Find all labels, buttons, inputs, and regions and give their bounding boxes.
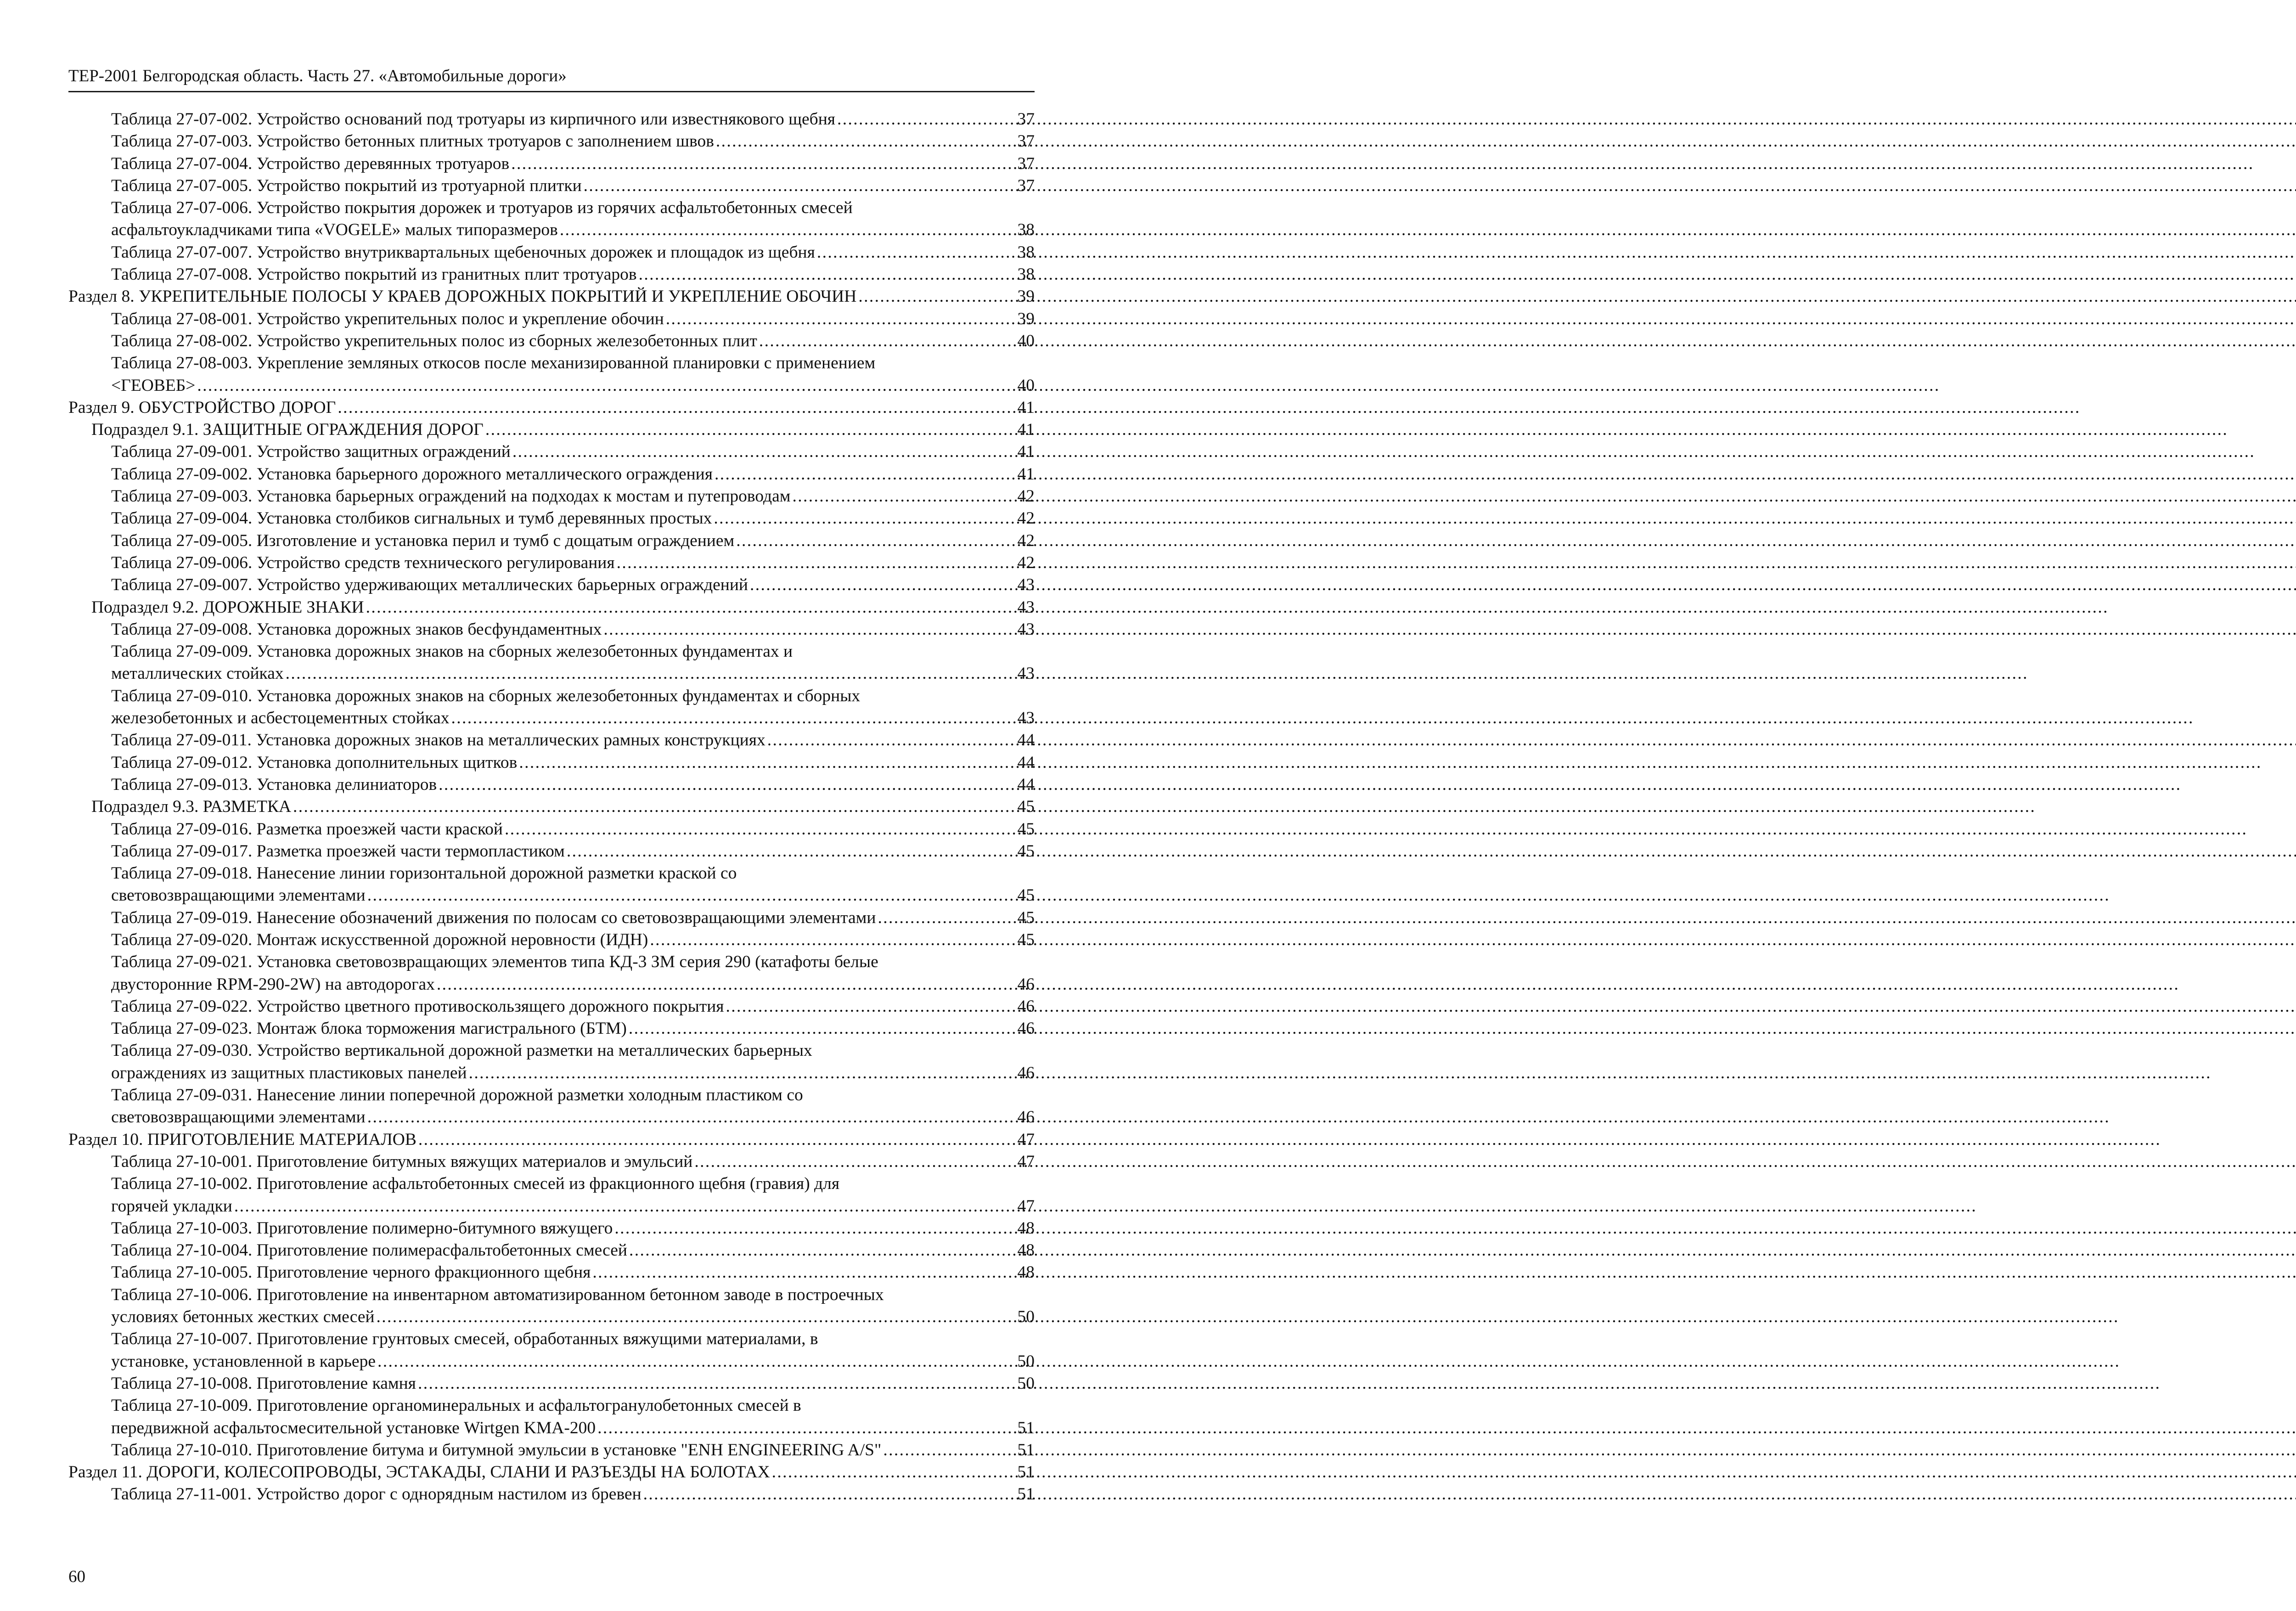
toc-entry-text: Раздел 11. ДОРОГИ, КОЛЕСОПРОВОДЫ, ЭСТАКАДЫ, СЛАНИ И РАЗЪЕЗДЫ НА БОЛОТАХ: [68, 1463, 770, 1482]
toc-entry-text: Таблица 27-10-008. Приготовление камня: [111, 1374, 416, 1393]
toc-entry-text: Таблица 27-07-005. Устройство покрытий из тротуарной плитки: [111, 176, 582, 195]
toc-entry-line: [111, 1106, 1035, 1128]
toc-page-number: 50: [1017, 1307, 1035, 1327]
footer-page-number: 60: [68, 1567, 85, 1586]
toc-entry-text: Таблица 27-07-003. Устройство бетонных плитных тротуаров с заполнением швов: [111, 132, 714, 151]
dot-leader: [197, 375, 1012, 397]
toc-table-entry[interactable]: [68, 1328, 1035, 1373]
toc-page-number: 48: [1017, 1241, 1035, 1260]
toc-entry-text: Таблица 27-10-006. Приготовление на инвентарном автоматизированном бетонном заводе в построечных: [111, 1285, 884, 1304]
toc-table-entry[interactable]: [68, 574, 1035, 596]
table-of-contents: [68, 108, 1035, 1506]
toc-page-number: 37: [1017, 132, 1035, 151]
toc-entry-line: [111, 1217, 1035, 1239]
toc-table-entry[interactable]: [68, 197, 1035, 242]
toc-entry-line: [68, 286, 1035, 308]
toc-entry-text: Таблица 27-09-013. Установка делиниаторов: [111, 775, 437, 794]
toc-table-entry[interactable]: [68, 1395, 1035, 1439]
toc-subsection-entry[interactable]: [68, 597, 1035, 619]
toc-entry-text: двусторонние RPM-290-2W) на автодорогах: [111, 974, 435, 994]
toc-table-entry[interactable]: [68, 242, 1035, 264]
toc-entry-text: Таблица 27-09-001. Устройство защитных ограждений: [111, 442, 511, 462]
toc-entry-line: [111, 175, 1035, 197]
toc-entry-text: Таблица 27-08-001. Устройство укрепительных полос и укрепление обочин: [111, 309, 664, 328]
dot-leader: [418, 1373, 1012, 1395]
toc-page-number: 51: [1017, 1485, 1035, 1504]
toc-table-entry[interactable]: [68, 1173, 1035, 1217]
dot-leader: [716, 130, 1012, 152]
toc-table-entry[interactable]: [68, 840, 1035, 862]
toc-entry-line: [111, 574, 1035, 596]
toc-entry-line: [68, 1129, 1035, 1151]
toc-entry-line: [91, 796, 1035, 818]
toc-page-number: 51: [1017, 1418, 1035, 1437]
toc-page-number: 37: [1017, 154, 1035, 173]
dot-leader: [629, 1018, 1012, 1040]
toc-entry-line: [111, 1239, 1035, 1262]
toc-entry-line: [91, 419, 1035, 441]
toc-entry-text: Таблица 27-09-011. Установка дорожных знаков на металлических рамных конструкциях: [111, 731, 765, 750]
toc-entry-line: [111, 330, 1035, 352]
page-header: [68, 65, 1035, 92]
dot-leader: [878, 907, 1012, 929]
dot-leader: [772, 1461, 1012, 1483]
toc-page-number: 51: [1017, 1463, 1035, 1482]
toc-table-entry[interactable]: [68, 352, 1035, 397]
toc-entry-text: Таблица 27-07-007. Устройство внутриквартальных щебеночных дорожек и площадок из щебня: [111, 242, 815, 262]
toc-table-entry[interactable]: [68, 130, 1035, 152]
dot-leader: [767, 729, 1012, 751]
toc-entry-text: световозвращающими элементами: [111, 886, 366, 905]
dot-leader: [694, 1151, 1012, 1173]
toc-table-entry[interactable]: [68, 1439, 1035, 1461]
toc-entry-text: Таблица 27-10-009. Приготовление органоминеральных и асфальтогранулобетонных смесей в: [111, 1396, 801, 1415]
toc-entry-text: Таблица 27-09-020. Монтаж искусственной дорожной неровности (ИДН): [111, 930, 648, 949]
toc-entry-text: Таблица 27-07-006. Устройство покрытия дорожек и тротуаров из горячих асфальтобетонных смесей: [111, 198, 853, 218]
toc-page-number: 46: [1017, 997, 1035, 1016]
toc-table-entry[interactable]: [68, 175, 1035, 197]
toc-page-number: 42: [1017, 509, 1035, 528]
toc-page-number: 44: [1017, 731, 1035, 750]
toc-table-entry[interactable]: [68, 862, 1035, 907]
toc-table-entry[interactable]: [68, 463, 1035, 485]
dot-leader: [650, 929, 1012, 951]
toc-table-entry[interactable]: [68, 752, 1035, 774]
toc-entry-text: Таблица 27-09-022. Устройство цветного противоскользящего дорожного покрытия: [111, 997, 724, 1016]
toc-section-entry[interactable]: [68, 397, 1035, 419]
toc-page-number: 45: [1017, 819, 1035, 839]
toc-entry-line: [111, 840, 1035, 862]
toc-page-number: 40: [1017, 331, 1035, 350]
toc-page-number: 45: [1017, 908, 1035, 927]
toc-page-number: 38: [1017, 265, 1035, 284]
toc-table-entry[interactable]: [68, 1239, 1035, 1262]
toc-page-number: 43: [1017, 575, 1035, 595]
toc-table-entry[interactable]: [68, 729, 1035, 751]
toc-page-number: 38: [1017, 242, 1035, 262]
toc-entry-line: [111, 974, 1035, 996]
toc-entry-text: Подраздел 9.3. РАЗМЕТКА: [91, 797, 292, 817]
toc-page-number: 45: [1017, 886, 1035, 905]
toc-page-number: 48: [1017, 1218, 1035, 1238]
toc-entry-line: [111, 1018, 1035, 1040]
toc-subsection-entry[interactable]: [68, 419, 1035, 441]
dot-leader: [437, 974, 1012, 996]
toc-table-entry[interactable]: [68, 619, 1035, 641]
toc-table-entry[interactable]: [68, 1084, 1035, 1129]
toc-entry-line: [111, 1306, 1035, 1328]
toc-entry-text: Таблица 27-09-003. Установка барьерных ограждений на подходах к мостам и путепроводам: [111, 487, 791, 506]
toc-entry-line: [111, 485, 1035, 507]
dot-leader: [511, 153, 1012, 175]
toc-entry-line: [111, 1417, 1035, 1439]
toc-entry-text: Таблица 27-09-018. Нанесение линии горизонтальной дорожной разметки краской со: [111, 864, 737, 883]
toc-table-entry[interactable]: [68, 907, 1035, 929]
toc-page-number: 42: [1017, 553, 1035, 572]
dot-leader: [567, 840, 1012, 862]
toc-entry-text: Таблица 27-11-001. Устройство дорог с однорядным настилом из бревен: [111, 1485, 642, 1504]
toc-page-number: 50: [1017, 1352, 1035, 1371]
toc-entry-text: Таблица 27-09-016. Разметка проезжей части краской: [111, 819, 503, 839]
toc-entry-line: [111, 1483, 1035, 1505]
toc-page-number: 43: [1017, 664, 1035, 683]
dot-leader: [519, 752, 1012, 774]
toc-entry-line: [111, 1062, 1035, 1084]
toc-table-entry[interactable]: [68, 441, 1035, 463]
toc-entry-text: Таблица 27-10-002. Приготовление асфальтобетонных смесей из фракционного щебня (гравия) для: [111, 1174, 840, 1194]
toc-page-number: 47: [1017, 1152, 1035, 1171]
toc-page-number: 42: [1017, 487, 1035, 506]
dot-leader: [418, 1129, 1012, 1151]
dot-leader: [293, 796, 1012, 818]
dot-leader: [367, 884, 1012, 907]
toc-entry-line: [111, 1373, 1035, 1395]
toc-entry-text: Таблица 27-10-007. Приготовление грунтовых смесей, обработанных вяжущими материалами, в: [111, 1329, 818, 1349]
dot-leader: [643, 1483, 1012, 1505]
toc-entry-text: Таблица 27-09-002. Установка барьерного дорожного металлического ограждения: [111, 464, 713, 484]
dot-leader: [439, 774, 1012, 796]
toc-entry-text: Раздел 9. ОБУСТРОЙСТВО ДОРОГ: [68, 398, 336, 417]
toc-entry-text: Таблица 27-09-009. Установка дорожных знаков на сборных железобетонных фундаментах и: [111, 642, 793, 661]
dot-leader: [759, 330, 1012, 352]
dot-leader: [715, 463, 1012, 485]
dot-leader: [858, 286, 1012, 308]
toc-entry-text: Таблица 27-09-007. Устройство удерживающих металлических барьерных ограждений: [111, 575, 748, 595]
dot-leader: [286, 663, 1012, 685]
toc-entry-text: металлических стойках: [111, 664, 284, 683]
toc-entry-line: [111, 774, 1035, 796]
dot-leader: [505, 818, 1012, 840]
dot-leader: [367, 1106, 1012, 1128]
dot-leader: [736, 530, 1012, 552]
toc-page-number: 44: [1017, 775, 1035, 794]
toc-entry-text: Таблица 27-09-019. Нанесение обозначений движения по полосам со световозвращающими элементами: [111, 908, 876, 927]
toc-entry-line: [111, 242, 1035, 264]
dot-leader: [629, 1239, 1012, 1262]
toc-table-entry[interactable]: [68, 530, 1035, 552]
toc-table-entry[interactable]: [68, 308, 1035, 330]
toc-page-number: 45: [1017, 930, 1035, 949]
dot-leader: [560, 219, 1012, 241]
dot-leader: [714, 507, 1012, 529]
toc-entry-text: Раздел 8. УКРЕПИТЕЛЬНЫЕ ПОЛОСЫ У КРАЕВ ДОРОЖНЫХ ПОКРЫТИЙ И УКРЕПЛЕНИЕ ОБОЧИН: [68, 287, 857, 306]
toc-page-number: 45: [1017, 841, 1035, 861]
toc-table-entry[interactable]: [68, 1018, 1035, 1040]
toc-entry-line: [68, 1461, 1035, 1483]
toc-entry-line: [111, 530, 1035, 552]
toc-entry-text: Таблица 27-10-004. Приготовление полимерасфальтобетонных смесей: [111, 1241, 627, 1260]
dot-leader: [485, 419, 1012, 441]
toc-entry-text: асфальтоукладчиками типа «VOGELE» малых типоразмеров: [111, 220, 558, 240]
toc-page-number: 38: [1017, 220, 1035, 240]
dot-leader: [512, 441, 1012, 463]
toc-page-number: 47: [1017, 1196, 1035, 1216]
dot-leader: [597, 1417, 1012, 1439]
toc-entry-line: [111, 1195, 1035, 1217]
toc-page-number: 48: [1017, 1263, 1035, 1282]
toc-entry-line: [111, 130, 1035, 152]
toc-table-entry[interactable]: [68, 507, 1035, 529]
toc-table-entry[interactable]: [68, 485, 1035, 507]
toc-page-number: 40: [1017, 376, 1035, 395]
toc-entry-text: Таблица 27-08-003. Укрепление земляных откосов после механизированной планировки с применением: [111, 354, 876, 373]
dot-leader: [817, 242, 1012, 264]
toc-table-entry[interactable]: [68, 641, 1035, 685]
toc-entry-text: железобетонных и асбестоцементных стойках: [111, 709, 450, 728]
toc-section-entry[interactable]: [68, 286, 1035, 308]
toc-entry-text: Таблица 27-08-002. Устройство укрепительных полос из сборных железобетонных плит: [111, 331, 757, 350]
dot-leader: [726, 996, 1012, 1018]
dot-leader: [592, 1262, 1012, 1284]
toc-entry-text: Таблица 27-09-031. Нанесение линии поперечной дорожной разметки холодным пластиком со: [111, 1086, 803, 1105]
dot-leader: [377, 1306, 1012, 1328]
toc-entry-text: Таблица 27-07-008. Устройство покрытий из гранитных плит тротуаров: [111, 265, 637, 284]
toc-entry-line: [111, 441, 1035, 463]
toc-entry-text: Таблица 27-09-008. Установка дорожных знаков бесфундаментных: [111, 620, 602, 639]
toc-entry-text: световозвращающими элементами: [111, 1108, 366, 1127]
toc-entry-text: <ГЕОВЕБ>: [111, 376, 196, 395]
toc-table-entry[interactable]: [68, 774, 1035, 796]
dot-leader: [377, 1351, 1012, 1373]
toc-entry-text: передвижной асфальтосмесительной установке Wirtgen KMA-200: [111, 1418, 596, 1437]
toc-entry-text: Таблица 27-10-005. Приготовление черного фракционного щебня: [111, 1263, 591, 1282]
toc-table-entry[interactable]: [68, 264, 1035, 286]
toc-entry-line: [111, 108, 1035, 130]
toc-entry-text: Таблица 27-09-006. Устройство средств технического регулирования: [111, 553, 615, 572]
toc-page-number: 43: [1017, 597, 1035, 617]
dot-leader: [750, 574, 1012, 596]
toc-page-number: 46: [1017, 1108, 1035, 1127]
toc-entry-line: [111, 707, 1035, 729]
dot-leader: [883, 1439, 1012, 1461]
toc-entry-text: Таблица 27-09-030. Устройство вертикальной дорожной разметки на металлических барьерных: [111, 1041, 812, 1060]
toc-entry-line: [111, 663, 1035, 685]
toc-entry-line: [111, 907, 1035, 929]
toc-page-number: 41: [1017, 420, 1035, 439]
toc-entry-line: [91, 597, 1035, 619]
toc-subsection-entry[interactable]: [68, 796, 1035, 818]
toc-entry-line: [111, 264, 1035, 286]
toc-section-entry[interactable]: [68, 1461, 1035, 1483]
toc-table-entry[interactable]: [68, 996, 1035, 1018]
toc-entry-text: Таблица 27-10-010. Приготовление битума и битумной эмульсии в установке "ENH ENGINEERING A/S": [111, 1440, 882, 1459]
dot-leader: [338, 397, 1012, 419]
toc-entry-line: [111, 729, 1035, 751]
toc-page-number: 37: [1017, 110, 1035, 129]
dot-leader: [469, 1062, 1012, 1084]
page-footer: [68, 1567, 85, 1587]
dot-leader: [451, 707, 1012, 729]
dot-leader: [234, 1195, 1012, 1217]
dot-leader: [666, 308, 1012, 330]
toc-table-entry[interactable]: [68, 685, 1035, 730]
toc-entry-text: Таблица 27-09-017. Разметка проезжей части термопластиком: [111, 841, 565, 861]
toc-entry-text: горячей укладки: [111, 1196, 232, 1216]
toc-page-number: 39: [1017, 309, 1035, 328]
toc-entry-line: [111, 219, 1035, 241]
toc-entry-line: [111, 1151, 1035, 1173]
toc-page-number: 41: [1017, 398, 1035, 417]
toc-entry-line: [111, 153, 1035, 175]
dot-leader: [603, 619, 1012, 641]
toc-entry-text: Подраздел 9.1. ЗАЩИТНЫЕ ОГРАЖДЕНИЯ ДОРОГ: [91, 420, 484, 439]
toc-section-entry[interactable]: [68, 1129, 1035, 1151]
toc-page-number: 46: [1017, 1019, 1035, 1038]
toc-entry-line: [111, 507, 1035, 529]
toc-entry-text: Таблица 27-07-004. Устройство деревянных тротуаров: [111, 154, 510, 173]
toc-table-entry[interactable]: [68, 1040, 1035, 1084]
toc-entry-line: [111, 619, 1035, 641]
header-title: ТЕР-2001 Белгородская область. Часть 27. «Автомобильные дороги»: [68, 67, 567, 85]
toc-table-entry[interactable]: [68, 1483, 1035, 1505]
dot-leader: [584, 175, 1012, 197]
toc-entry-text: ограждениях из защитных пластиковых панелей: [111, 1063, 467, 1082]
toc-entry-line: [111, 884, 1035, 907]
toc-entry-text: Таблица 27-09-010. Установка дорожных знаков на сборных железобетонных фундаментах и сборных: [111, 686, 861, 705]
toc-table-entry[interactable]: [68, 929, 1035, 951]
toc-table-entry[interactable]: [68, 951, 1035, 996]
toc-page-number: 42: [1017, 531, 1035, 550]
toc-entry-line: [111, 375, 1035, 397]
dot-leader: [614, 1217, 1012, 1239]
toc-entry-line: [111, 929, 1035, 951]
toc-table-entry[interactable]: [68, 1217, 1035, 1239]
toc-entry-text: Таблица 27-09-004. Установка столбиков сигнальных и тумб деревянных простых: [111, 509, 712, 528]
toc-table-entry[interactable]: [68, 108, 1035, 130]
toc-entry-line: [111, 1439, 1035, 1461]
toc-entry-text: Раздел 10. ПРИГОТОВЛЕНИЕ МАТЕРИАЛОВ: [68, 1130, 416, 1149]
toc-page-number: 41: [1017, 464, 1035, 484]
toc-page-number: 45: [1017, 797, 1035, 817]
toc-entry-text: Таблица 27-10-001. Приготовление битумных вяжущих материалов и эмульсий: [111, 1152, 693, 1171]
toc-entry-text: Таблица 27-09-012. Установка дополнительных щитков: [111, 753, 518, 772]
toc-entry-text: установке, установленной в карьере: [111, 1352, 376, 1371]
toc-entry-line: [111, 1262, 1035, 1284]
toc-table-entry[interactable]: [68, 153, 1035, 175]
toc-entry-line: [111, 552, 1035, 574]
dot-leader: [793, 485, 1012, 507]
toc-table-entry[interactable]: [68, 1151, 1035, 1173]
toc-entry-text: Таблица 27-09-005. Изготовление и установка перил и тумб с дощатым ограждением: [111, 531, 735, 550]
dot-leader: [639, 264, 1012, 286]
toc-entry-text: условиях бетонных жестких смесей: [111, 1307, 375, 1327]
toc-entry-line: [68, 397, 1035, 419]
toc-entry-text: Таблица 27-07-002. Устройство оснований под тротуары из кирпичного или известнякового щебня: [111, 110, 836, 129]
toc-entry-line: [111, 996, 1035, 1018]
toc-page-number: 47: [1017, 1130, 1035, 1149]
toc-page-number: 37: [1017, 176, 1035, 195]
toc-table-entry[interactable]: [68, 1284, 1035, 1329]
toc-table-entry[interactable]: [68, 1373, 1035, 1395]
toc-entry-line: [111, 463, 1035, 485]
toc-page-number: 46: [1017, 1063, 1035, 1082]
toc-entry-line: [111, 308, 1035, 330]
toc-entry-line: [111, 752, 1035, 774]
toc-page-number: 43: [1017, 620, 1035, 639]
toc-page-number: 44: [1017, 753, 1035, 772]
dot-leader: [617, 552, 1012, 574]
toc-page-number: 51: [1017, 1440, 1035, 1459]
toc-entry-text: Таблица 27-09-023. Монтаж блока торможения магистрального (БТМ): [111, 1019, 627, 1038]
toc-table-entry[interactable]: [68, 552, 1035, 574]
toc-table-entry[interactable]: [68, 818, 1035, 840]
dot-leader: [837, 108, 1012, 130]
toc-entry-text: Подраздел 9.2. ДОРОЖНЫЕ ЗНАКИ: [91, 597, 364, 617]
toc-entry-text: Таблица 27-09-021. Установка световозвращающих элементов типа КД-3 ЗМ серия 290 (катафоты белые: [111, 952, 878, 972]
dot-leader: [366, 597, 1012, 619]
toc-table-entry[interactable]: [68, 330, 1035, 352]
toc-table-entry[interactable]: [68, 1262, 1035, 1284]
toc-page-number: 43: [1017, 709, 1035, 728]
toc-page-number: 46: [1017, 974, 1035, 994]
toc-entry-text: Таблица 27-10-003. Приготовление полимерно-битумного вяжущего: [111, 1218, 613, 1238]
toc-entry-line: [111, 1351, 1035, 1373]
toc-page-number: 50: [1017, 1374, 1035, 1393]
toc-page-number: 41: [1017, 442, 1035, 462]
toc-entry-line: [111, 818, 1035, 840]
toc-page-number: 39: [1017, 287, 1035, 306]
